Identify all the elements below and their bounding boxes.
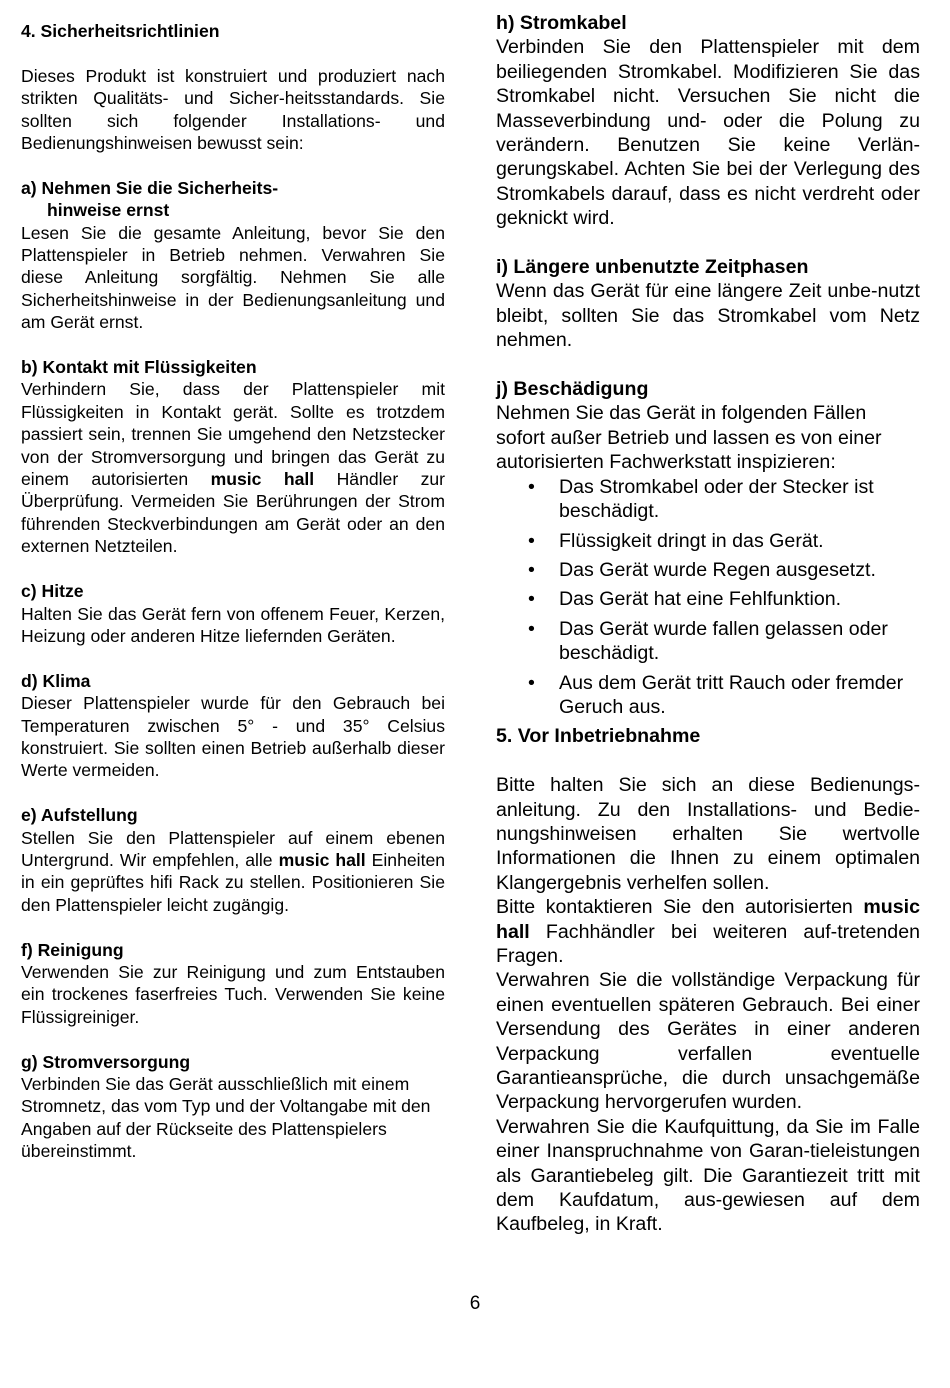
paragraph-g: Verbinden Sie das Gerät ausschließlich mit einem Stromnetz, das vom Typ und der Voltangabe mit den Angaben auf der Rückseite des Plattenspielers übereinstimmt.: [21, 1073, 431, 1162]
list-item-text: Das Gerät hat eine Fehlfunktion.: [559, 588, 842, 611]
damage-bullet-list: [496, 475, 920, 720]
section-5-paragraph-4: Verwahren Sie die Kaufquittung, da Sie im Falle einer Inanspruchnahme von Garan-tieleistungen als Garantiebeleg gilt. Die Garantiezeit tritt mit dem Kaufdatum, aus-gewiesen auf dem Kaufbeleg, in Kraft.: [496, 1115, 920, 1236]
section-5-paragraph-3: Verwahren Sie die vollständige Verpackung für einen eventuellen späteren Gebrauch. Bei einer Versendung des Gerätes in einer anderen Verpackung verfallen eventuelle Garantieansprüche, die durch unsachgemäße Verpackung hervorgerufen wurden.: [496, 969, 920, 1114]
list-item-text: Flüssigkeit dringt in das Gerät.: [559, 529, 824, 552]
list-item: [496, 475, 920, 524]
paragraph-f: Verwenden Sie zur Reinigung und zum Entstauben ein trockenes faserfreies Tuch. Verwenden Sie keine Flüssigreiniger.: [21, 961, 445, 1027]
paragraph-i: Wenn das Gerät für eine längere Zeit unbe-nutzt bleibt, sollten Sie das Stromkabel vom Netz nehmen.: [496, 280, 920, 352]
paragraph-h: Verbinden Sie den Plattenspieler mit dem beiliegenden Stromkabel. Modifizieren Sie das Stromkabel nicht. Versuchen Sie nicht die Masseverbindung und- oder die Polung zu verändern. Benutzen Sie keine Verlän-gerungskabel. Achten Sie bei der Verlegung des Stromkabels darauf, dass es nicht verdreht oder geknickt wird.: [496, 36, 920, 230]
brand-name: music hall: [278, 849, 366, 870]
section-5-title: 5. Vor Inbetriebnahme: [496, 725, 701, 748]
section-5-paragraph-2-part2: Fachhändler bei weiteren auf-tretenden Fragen.: [496, 920, 920, 967]
heading-a-line2: hinweise ernst: [47, 200, 170, 221]
heading-d: d) Klima: [21, 670, 91, 691]
bullet-icon: •: [528, 588, 535, 611]
heading-i: i) Längere unbenutzte Zeitphasen: [496, 256, 809, 279]
list-item: [496, 529, 920, 553]
section-5-paragraph-2-part1: Bitte kontaktieren Sie den autorisierten: [496, 896, 853, 919]
paragraph-c: Halten Sie das Gerät fern von offenem Feuer, Kerzen, Heizung oder anderen Hitze liefernden Geräten.: [21, 603, 445, 646]
bullet-icon: •: [528, 529, 535, 552]
section-5-paragraph-1: Bitte halten Sie sich an diese Bedienungs-anleitung. Zu den Installations- und Bedie-nungshinweisen erhalten Sie wertvolle Informationen die Ihnen zu einem optimalen Klangergebnis verhelfen sollen.: [496, 774, 920, 894]
heading-a-line1: a) Nehmen Sie die Sicherheits-: [21, 177, 279, 198]
bullet-icon: •: [528, 475, 535, 498]
bullet-icon: •: [528, 617, 535, 640]
heading-b: b) Kontakt mit Flüssigkeiten: [21, 357, 257, 378]
paragraph-j: Nehmen Sie das Gerät in folgenden Fällen sofort außer Betrieb und lassen es von einer autorisierten Fachwerkstatt inspizieren:: [496, 402, 882, 474]
list-item-text: Das Gerät wurde Regen ausgesetzt.: [559, 558, 876, 581]
page-number: 6: [469, 1293, 481, 1314]
paragraph-a: Lesen Sie die gesamte Anleitung, bevor Sie den Plattenspieler in Betrieb nehmen. Verwahren Sie diese Anleitung sorgfältig. Nehmen Sie alle Sicherheitshinweise in der Bedienungsanleitung und am Gerät ernst.: [21, 222, 445, 333]
heading-g: g) Stromversorgung: [21, 1051, 191, 1072]
paragraph-b-part2: Händler zur Überprüfung. Vermeiden Sie Berührungen der Strom führenden Steckverbindungen am Gerät oder an den externen Netzteilen.: [21, 469, 446, 557]
section-5-paragraph-2: [496, 895, 920, 968]
list-item-text: Aus dem Gerät tritt Rauch oder fremder Geruch aus.: [559, 671, 904, 718]
heading-e: e) Aufstellung: [21, 805, 138, 826]
list-item-text: Das Gerät wurde fallen gelassen oder beschädigt.: [559, 617, 888, 665]
brand-name: music hall: [210, 469, 315, 490]
list-item: [496, 617, 920, 666]
paragraph-e: [21, 827, 445, 917]
paragraph-b-part1: Verhindern Sie, dass der Plattenspieler mit Flüssigkeiten in Kontakt gerät. Sollte es trotzdem passiert sein, trennen Sie umgehend den Netzstecker von der Stromversorgung und bringen das Gerät zu einem autorisierten: [21, 379, 445, 490]
left-column: [21, 20, 445, 1163]
section-4-intro: Dieses Produkt ist konstruiert und produziert nach strikten Qualitäts- und Sicher-heitsstandards. Sie sollten sich folgender Installations- und Bedienungshinweisen bewusst sein:: [21, 65, 445, 154]
list-item: [496, 671, 920, 720]
section-4-title: 4. Sicherheitsrichtlinien: [21, 21, 220, 41]
bullet-icon: •: [528, 671, 535, 694]
list-item: [496, 587, 920, 611]
heading-c: c) Hitze: [21, 581, 84, 602]
paragraph-d: Dieser Plattenspieler wurde für den Gebrauch bei Temperaturen zwischen 5° - und 35° Celsius konstruiert. Sie sollten einen Betrieb außerhalb dieser Werte vermeiden.: [21, 693, 445, 781]
list-item: [496, 558, 920, 582]
heading-f: f) Reinigung: [21, 939, 124, 960]
right-column: [496, 11, 920, 1237]
paragraph-b: [21, 378, 445, 557]
paragraph-e-part2: Einheiten in ein geprüftes hifi Rack zu stellen. Positionieren Sie den Plattenspieler leicht zugängig.: [21, 849, 446, 915]
heading-h: h) Stromkabel: [496, 12, 627, 34]
paragraph-e-part1: Stellen Sie den Plattenspieler auf einem ebenen Untergrund. Wir empfehlen, alle: [21, 827, 445, 870]
brand-name: music hall: [496, 896, 920, 943]
bullet-icon: •: [528, 558, 535, 581]
list-item-text: Das Stromkabel oder der Stecker ist beschädigt.: [559, 475, 874, 523]
heading-j: j) Beschädigung: [496, 378, 649, 401]
